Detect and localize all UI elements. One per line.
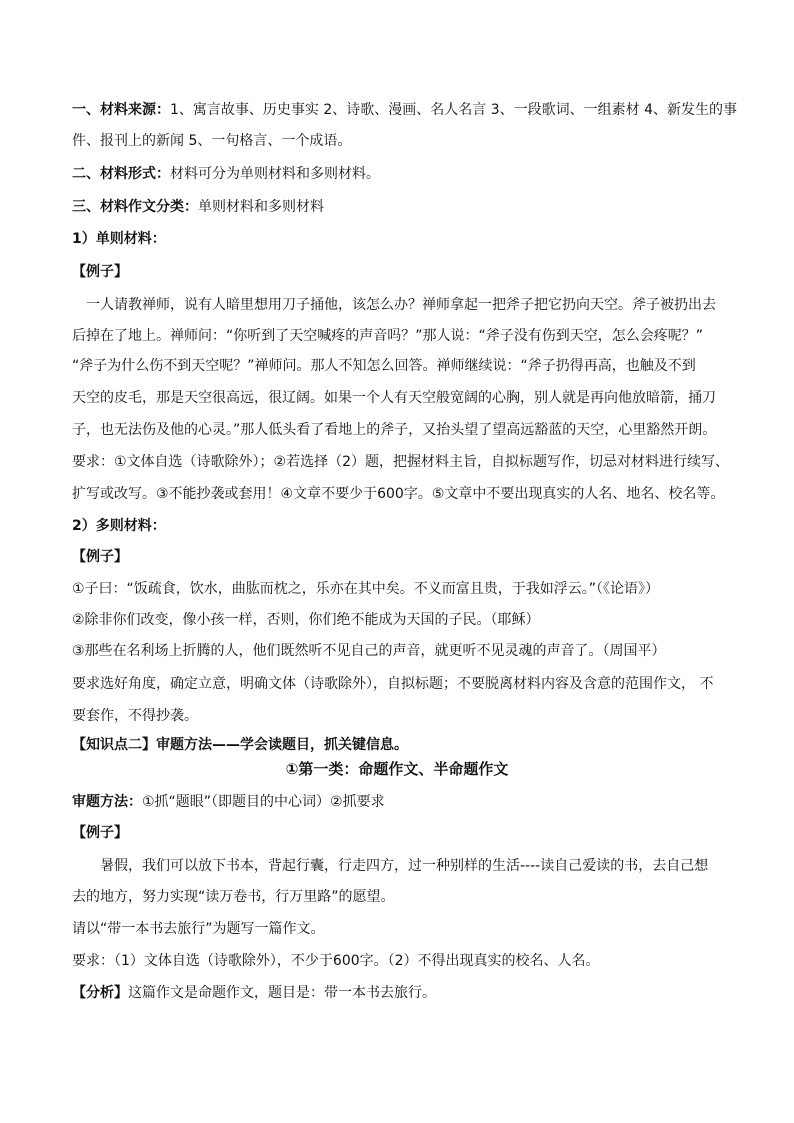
single-example-tag: 【例子】 <box>72 264 128 280</box>
section-1-label: 一、材料来源： <box>72 102 170 118</box>
single-para-line: 后掉在了地上。禅师问：“你听到了天空喊疼的声音吗？”那人说：“斧子没有伤到天空，怎么会疼呢？” <box>72 328 704 344</box>
single-para-line: 一人请教禅师，说有人暗里想用刀子捅他，该怎么办？禅师拿起一把斧子把它扔向天空。斧子被扔出去 <box>86 297 716 313</box>
analysis-line <box>72 983 732 1003</box>
section-2-label: 二、材料形式： <box>72 166 170 182</box>
single-material-heading: 1）单则材料： <box>72 231 166 247</box>
multi-requirement-line: 要套作，不得抄袭。 <box>72 708 198 724</box>
multi-material-heading: 2）多则材料： <box>72 518 166 534</box>
method-text: ①抓“题眼”（即题目的中心词）②抓要求 <box>142 794 385 810</box>
knowledge-example-tag: 【例子】 <box>72 825 128 841</box>
single-requirement-line: 要求：①文体自选（诗歌除外）；②若选择（2）题，把握材料主旨，自拟标题写作，切忌对材料进行续写、 <box>72 454 730 470</box>
single-requirement-line: 扩写或改写。③不能抄袭或套用！④文章不要少于600字。⑤文章中不要出现真实的人名、地名、校名等。 <box>72 486 725 502</box>
section-1-line-2: 件、报刊上的新闻 5、一句格言、一个成语。 <box>72 133 352 149</box>
knowledge-requirement-line: 要求：（1）文体自选（诗歌除外），不少于600字。（2）不得出现真实的校名、人名。 <box>72 953 600 969</box>
knowledge-prompt-line: 请以“带一本书去旅行”为题写一篇作文。 <box>72 921 325 937</box>
section-1-line-1 <box>72 100 737 120</box>
knowledge-subheading: ①第一类：命题作文、半命题作文 <box>285 760 509 778</box>
method-label: 审题方法： <box>72 794 142 810</box>
section-2-line <box>72 164 732 184</box>
knowledge-para-line: 去的地方，努力实现“读万卷书，行万里路”的愿望。 <box>72 889 395 905</box>
section-1-text: 1、寓言故事、历史事实 2、诗歌、漫画、名人名言 3、一段歌词、一组素材 4、新发生的事 <box>170 102 737 118</box>
section-2-text: 材料可分为单则材料和多则材料。 <box>170 166 380 182</box>
knowledge-point-heading: 【知识点二】审题方法——学会读题目，抓关键信息。 <box>72 737 408 753</box>
section-3-label: 三、材料作文分类： <box>72 199 198 215</box>
multi-quote-line: ②除非你们改变，像小孩一样，否则，你们绝不能成为天国的子民。（耶稣） <box>72 612 540 628</box>
knowledge-para-line: 暑假，我们可以放下书本，背起行囊，行走四方，过一种别样的生活----读自己爱读的书，去自己想 <box>100 858 709 874</box>
section-3-text: 单则材料和多则材料 <box>198 199 324 215</box>
multi-quote-line: ①子曰：“饭疏食，饮水，曲肱而枕之，乐亦在其中矣。不义而富且贵，于我如浮云。”（《论语》） <box>72 581 660 597</box>
section-3-line <box>72 197 732 217</box>
analysis-text: 这篇作文是命题作文，题目是：带一本书去旅行。 <box>128 985 436 1001</box>
multi-quote-line: ③那些在名利场上折腾的人，他们既然听不见自己的声音，就更听不见灵魂的声音了。（周国平） <box>72 643 666 659</box>
single-para-line: 天空的皮毛，那是天空很高远，很辽阔。如果一个人有天空般宽阔的心胸，别人就是再向他放暗箭，捅刀 <box>72 390 716 406</box>
method-line <box>72 792 732 812</box>
analysis-tag: 【分析】 <box>72 985 128 1001</box>
single-para-line: 子，也无法伤及他的心灵。”那人低头看了看地上的斧子，又抬头望了望高远豁蓝的天空，心里豁然开朗。 <box>72 422 717 438</box>
multi-example-tag: 【例子】 <box>72 549 128 565</box>
multi-requirement-line: 要求选好角度，确定立意，明确文体（诗歌除外），自拟标题；不要脱离材料内容及含意的范围作文， 不 <box>72 676 714 692</box>
single-para-line: “斧子为什么伤不到天空呢？”禅师问。那人不知怎么回答。禅师继续说：“斧子扔得再高，也触及不到 <box>72 358 696 374</box>
